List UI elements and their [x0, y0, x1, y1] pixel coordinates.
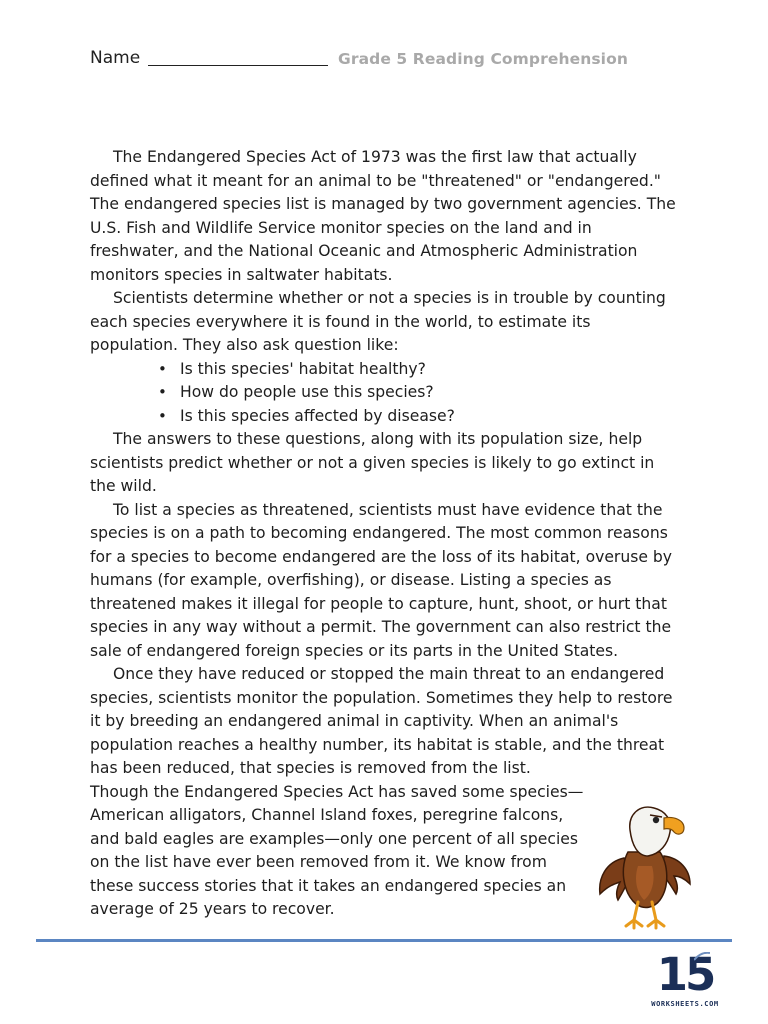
- paragraph-1: The Endangered Species Act of 1973 was the first law that actually defined what it meant for an animal to be "threatened" or "endangered." The endangered species list is managed by two government agencies. The U.S. Fish and Wildlife Service monitor species on the land and in freshwater, and the National Oceanic and Atmospheric Administration monitors species in saltwater habitats.: [90, 148, 676, 284]
- paragraph-3: The answers to these questions, along with its population size, help scientists predict whether or not a given species is likely to go extinct in the wild.: [90, 430, 655, 495]
- name-blank-line[interactable]: [148, 65, 328, 66]
- list-item: • How do people use this species?: [180, 381, 682, 405]
- logo-swoosh-icon: [694, 952, 710, 961]
- worksheet-title: Grade 5 Reading Comprehension: [338, 50, 628, 68]
- bald-eagle-illustration: [594, 796, 694, 934]
- worksheets-logo[interactable]: [650, 950, 720, 1014]
- name-label: Name: [90, 48, 141, 68]
- question-list: [90, 358, 682, 429]
- page-header: [90, 46, 690, 72]
- list-item: • Is this species affected by disease?: [180, 405, 682, 429]
- logo-text: WORKSHEETS.COM: [651, 1000, 719, 1008]
- paragraph-6: Though the Endangered Species Act has saved some species—American alligators, Channel Island foxes, peregrine falcons, and bald eagles are examples—only one percent of all species on the list have ever been removed from it. We know from these success stories that it takes an endangered species an average of 25 years to recover.: [90, 782, 584, 918]
- paragraph-5: Once they have reduced or stopped the main threat to an endangered species, scientists monitor the population. Sometimes they help to restore it by breeding an endangered animal in captivity. When an animal's population reaches a healthy number, its habitat is stable, and the threat has been reduced, that species is removed from the list.: [90, 665, 673, 777]
- logo-number: 15: [656, 948, 714, 1001]
- paragraph-2: Scientists determine whether or not a species is in trouble by counting each species everywhere it is found in the world, to estimate its population. They also ask question like:: [90, 289, 666, 354]
- list-item: • Is this species' habitat healthy?: [180, 358, 682, 382]
- footer-divider: [36, 939, 732, 942]
- paragraph-4: To list a species as threatened, scientists must have evidence that the species is on a path to becoming endangered. The most common reasons for a species to become endangered are the loss of its habitat, overuse by humans (for example, overfishing), or disease. Listing a species as threatened makes it illegal for people to capture, hunt, shoot, or hurt that species in any way without a permit. The government can also restrict the sale of endangered foreign species or its parts in the United States.: [90, 500, 673, 660]
